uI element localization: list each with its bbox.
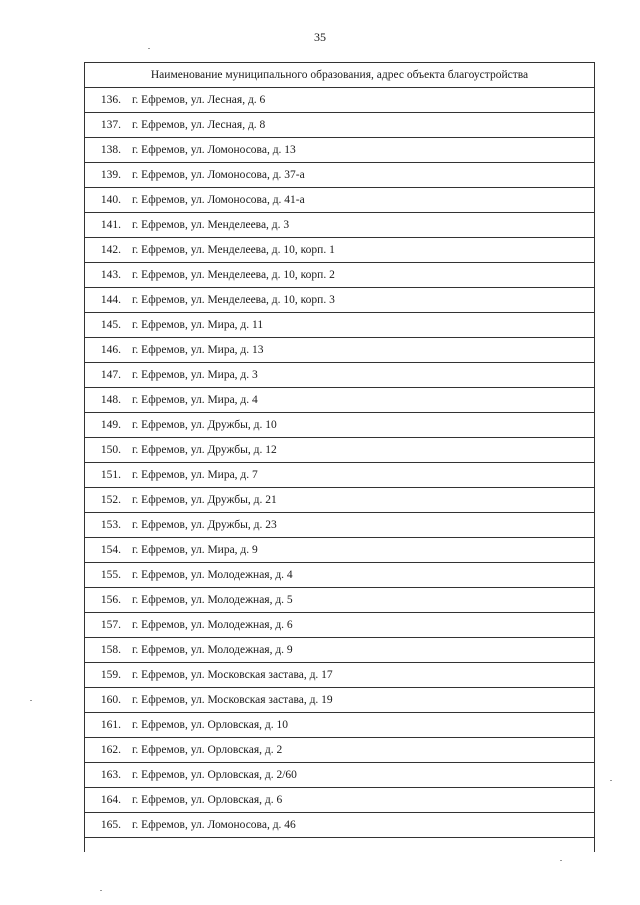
row-address: г. Ефремов, ул. Орловская, д. 2/60	[132, 769, 297, 781]
row-number: 144.	[100, 294, 121, 306]
table-row	[85, 438, 594, 463]
row-number: 147.	[100, 369, 121, 381]
row-address: г. Ефремов, ул. Молодежная, д. 5	[132, 594, 293, 606]
row-address: г. Ефремов, ул. Дружбы, д. 21	[132, 494, 277, 506]
row-address: г. Ефремов, ул. Орловская, д. 6	[132, 794, 283, 806]
row-address: г. Ефремов, ул. Менделеева, д. 3	[132, 219, 290, 231]
row-number: 150.	[100, 444, 121, 456]
row-address: г. Ефремов, ул. Молодежная, д. 4	[132, 569, 293, 581]
page-number: 35	[314, 30, 326, 44]
row-number: 165.	[100, 819, 121, 831]
row-address: г. Ефремов, ул. Мира, д. 9	[132, 544, 258, 556]
row-address: г. Ефремов, ул. Дружбы, д. 10	[132, 419, 277, 431]
table-body	[85, 88, 594, 838]
row-number: 155.	[100, 569, 121, 581]
table-row	[85, 488, 594, 513]
row-number: 160.	[100, 694, 121, 706]
row-address: г. Ефремов, ул. Мира, д. 3	[132, 369, 258, 381]
row-number: 141.	[100, 219, 121, 231]
row-number: 145.	[100, 319, 121, 331]
table-row	[85, 213, 594, 238]
row-number: 142.	[100, 244, 121, 256]
table-row	[85, 638, 594, 663]
row-address: г. Ефремов, ул. Мира, д. 7	[132, 469, 258, 481]
row-number: 152.	[100, 494, 121, 506]
scan-speck	[30, 700, 32, 701]
row-number: 148.	[100, 394, 121, 406]
row-address: г. Ефремов, ул. Дружбы, д. 12	[132, 444, 277, 456]
scan-speck	[560, 860, 562, 861]
table-row	[85, 363, 594, 388]
row-address: г. Ефремов, ул. Дружбы, д. 23	[132, 519, 277, 531]
table-row	[85, 113, 594, 138]
row-number: 137.	[100, 119, 121, 131]
row-number: 136.	[100, 94, 121, 106]
row-number: 151.	[100, 469, 121, 481]
row-address: г. Ефремов, ул. Мира, д. 11	[132, 319, 264, 331]
table-row	[85, 663, 594, 688]
row-number: 138.	[100, 144, 121, 156]
address-table	[84, 62, 595, 852]
table-row	[85, 288, 594, 313]
row-address: г. Ефремов, ул. Ломоносова, д. 13	[132, 144, 296, 156]
row-address: г. Ефремов, ул. Молодежная, д. 9	[132, 644, 293, 656]
row-address: г. Ефремов, ул. Московская застава, д. 17	[132, 669, 333, 681]
row-address: г. Ефремов, ул. Ломоносова, д. 46	[132, 819, 296, 831]
row-address: г. Ефремов, ул. Мира, д. 13	[132, 344, 264, 356]
row-address: г. Ефремов, ул. Московская застава, д. 19	[132, 694, 333, 706]
row-number: 158.	[100, 644, 121, 656]
table-row	[85, 188, 594, 213]
row-address: г. Ефремов, ул. Лесная, д. 6	[132, 94, 266, 106]
table-row	[85, 713, 594, 738]
table-row	[85, 313, 594, 338]
table-row	[85, 238, 594, 263]
row-number: 157.	[100, 619, 121, 631]
table-row	[85, 88, 594, 113]
table-row	[85, 138, 594, 163]
table-row	[85, 538, 594, 563]
row-number: 140.	[100, 194, 121, 206]
table-row	[85, 613, 594, 638]
row-number: 161.	[100, 719, 121, 731]
row-address: г. Ефремов, ул. Молодежная, д. 6	[132, 619, 293, 631]
scan-speck	[100, 890, 102, 891]
row-address: г. Ефремов, ул. Лесная, д. 8	[132, 119, 266, 131]
table-row	[85, 513, 594, 538]
row-address: г. Ефремов, ул. Мира, д. 4	[132, 394, 258, 406]
scan-speck	[148, 48, 150, 49]
row-number: 154.	[100, 544, 121, 556]
table-row	[85, 788, 594, 813]
row-number: 163.	[100, 769, 121, 781]
table-row	[85, 563, 594, 588]
table-row	[85, 413, 594, 438]
row-number: 146.	[100, 344, 121, 356]
row-address: г. Ефремов, ул. Орловская, д. 2	[132, 744, 283, 756]
row-address: г. Ефремов, ул. Менделеева, д. 10, корп. 1	[132, 244, 335, 256]
row-number: 143.	[100, 269, 121, 281]
row-address: г. Ефремов, ул. Ломоносова, д. 37-а	[132, 169, 305, 181]
table-row	[85, 263, 594, 288]
row-address: г. Ефремов, ул. Менделеева, д. 10, корп. 2	[132, 269, 335, 281]
row-address: г. Ефремов, ул. Ломоносова, д. 41-а	[132, 194, 305, 206]
scan-speck	[610, 780, 612, 781]
table-row	[85, 463, 594, 488]
table-row	[85, 388, 594, 413]
row-address: г. Ефремов, ул. Менделеева, д. 10, корп. 3	[132, 294, 335, 306]
row-number: 162.	[100, 744, 121, 756]
row-number: 149.	[100, 419, 121, 431]
table-row	[85, 588, 594, 613]
row-number: 139.	[100, 169, 121, 181]
table-row	[85, 688, 594, 713]
row-number: 156.	[100, 594, 121, 606]
table-row	[85, 163, 594, 188]
row-number: 164.	[100, 794, 121, 806]
table-row	[85, 763, 594, 788]
row-number: 153.	[100, 519, 121, 531]
table-row	[85, 813, 594, 838]
table-header: Наименование муниципального образования, адрес объекта благоустройства	[85, 63, 594, 88]
table-row-empty-continuation	[85, 838, 594, 852]
table-row	[85, 738, 594, 763]
table-row	[85, 338, 594, 363]
row-address: г. Ефремов, ул. Орловская, д. 10	[132, 719, 288, 731]
row-number: 159.	[100, 669, 121, 681]
